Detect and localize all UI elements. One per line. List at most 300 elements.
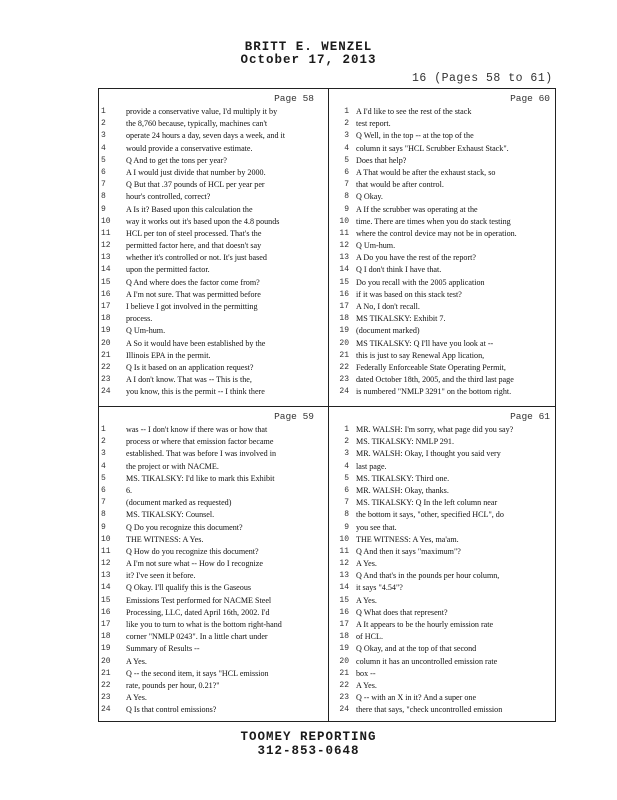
transcript-line (329, 325, 558, 337)
line-text: Q And where does the factor come from? (126, 277, 260, 287)
line-number: 11 (339, 228, 349, 238)
line-number: 21 (101, 668, 111, 678)
line-number: 13 (101, 571, 111, 581)
line-number: 5 (101, 155, 106, 165)
transcript-line (329, 130, 558, 142)
line-text: A Yes. (356, 595, 377, 605)
transcript-page-60 (329, 89, 558, 406)
transcript-line (99, 143, 328, 155)
line-number: 3 (344, 449, 349, 459)
transcript-line (329, 191, 558, 203)
line-text: A I'd like to see the rest of the stack (356, 107, 472, 116)
transcript-line (99, 570, 328, 582)
line-number: 15 (101, 595, 111, 605)
transcript-line (99, 313, 328, 325)
line-number: 15 (339, 277, 349, 287)
line-number: 10 (101, 216, 111, 226)
line-text: it says "4.54"? (356, 583, 403, 593)
transcript-line (329, 167, 558, 179)
line-number: 3 (101, 449, 106, 459)
line-text: A Yes. (356, 559, 377, 569)
transcript-line (99, 704, 328, 716)
line-number: 5 (344, 473, 349, 483)
transcript-line (99, 668, 328, 680)
transcript-line (99, 558, 328, 570)
page-lines (329, 424, 558, 717)
line-number: 11 (101, 546, 111, 556)
transcript-line (329, 155, 558, 167)
line-text: provide a conservative value, I'd multiply it by (126, 107, 278, 116)
line-text: the 8,760 because, typically, machines can't (126, 119, 268, 129)
line-number: 20 (339, 656, 349, 666)
line-number: 1 (101, 107, 106, 116)
transcript-line (99, 485, 328, 497)
line-text: (document marked as requested) (126, 498, 232, 508)
line-text: A Yes. (126, 656, 147, 666)
line-number: 24 (101, 387, 111, 397)
transcript-line (329, 522, 558, 534)
line-text: Summary of Results -- (126, 644, 200, 654)
line-number: 16 (101, 607, 111, 617)
transcript-line (329, 631, 558, 643)
transcript-line (99, 350, 328, 362)
transcript-line (329, 546, 558, 558)
line-number: 11 (339, 546, 349, 556)
transcript-line (99, 595, 328, 607)
transcript-line (99, 436, 328, 448)
line-number: 7 (344, 180, 349, 190)
line-text: this is just to say Renewal App lication, (356, 350, 485, 360)
transcript-line (99, 264, 328, 276)
transcript-line (99, 167, 328, 179)
line-number: 23 (339, 375, 349, 385)
line-number: 14 (339, 265, 349, 275)
line-number: 3 (344, 131, 349, 141)
line-number: 10 (339, 216, 349, 226)
line-text: MS. TIKALSKY: Counsel. (126, 510, 215, 520)
transcript-line (329, 473, 558, 485)
line-text: Q How do you recognize this document? (126, 546, 259, 556)
line-number: 7 (101, 498, 106, 508)
transcript-line (99, 118, 328, 130)
transcript-line (329, 118, 558, 130)
line-text: A I'm not sure what -- How do I recognize (126, 559, 263, 569)
line-number: 10 (101, 534, 111, 544)
transcript-page-61 (329, 407, 558, 724)
line-text: 6. (126, 485, 133, 495)
line-text: hour's controlled, correct? (126, 192, 211, 202)
line-text: Q Okay. (356, 192, 383, 202)
page-label: Page 61 (510, 411, 550, 422)
line-text: permitted factor here, and that doesn't say (126, 241, 262, 251)
line-text: it? I've seen it before. (126, 571, 196, 581)
transcript-page-58 (99, 89, 328, 406)
line-text: A I would just divide that number by 2000. (126, 167, 266, 177)
line-number: 20 (101, 338, 111, 348)
line-number: 20 (339, 338, 349, 348)
line-number: 18 (101, 314, 111, 324)
line-number: 19 (339, 644, 349, 654)
line-number: 5 (101, 473, 106, 483)
line-number: 23 (101, 375, 111, 385)
line-text: dated October 18th, 2005, and the third last page (356, 375, 514, 385)
line-number: 6 (101, 167, 106, 177)
transcript-line (99, 252, 328, 264)
transcript-line (99, 216, 328, 228)
line-number: 18 (339, 314, 349, 324)
transcript-line (99, 546, 328, 558)
transcript-line (99, 656, 328, 668)
line-number: 24 (101, 705, 111, 715)
line-number: 8 (344, 192, 349, 202)
transcript-line (99, 631, 328, 643)
transcript-line (99, 448, 328, 460)
line-text: there that says, "check uncontrolled emission (356, 705, 503, 715)
line-text: established. That was before I was involved in (126, 449, 276, 459)
page-lines (99, 424, 328, 717)
transcript-line (329, 704, 558, 716)
line-number: 9 (101, 522, 106, 532)
line-number: 17 (339, 302, 349, 311)
transcript-line (329, 374, 558, 386)
line-number: 4 (101, 143, 106, 153)
line-text: operate 24 hours a day, seven days a week, and it (126, 131, 286, 141)
line-text: MR. WALSH: Okay, I thought you said very (356, 449, 501, 459)
line-text: Q Is it based on an application request? (126, 362, 254, 372)
line-number: 17 (339, 620, 349, 629)
transcript-line (99, 692, 328, 704)
line-text: process or where that emission factor became (126, 437, 274, 447)
transcript-line (329, 570, 558, 582)
line-text: process. (126, 314, 153, 324)
transcript-line (99, 106, 328, 118)
pages-range: 16 (Pages 58 to 61) (412, 72, 553, 85)
line-text: like you to turn to what is the bottom right-hand (126, 620, 282, 629)
line-number: 21 (339, 350, 349, 360)
transcript-line (329, 277, 558, 289)
line-text: upon the permitted factor. (126, 265, 210, 275)
line-number: 1 (101, 425, 106, 434)
reporter-name: TOOMEY REPORTING (240, 730, 377, 744)
line-text: I believe I got involved in the permitting (126, 302, 258, 311)
transcript-line (329, 179, 558, 191)
line-number: 11 (101, 228, 111, 238)
transcript-line (99, 534, 328, 546)
line-text: was -- I don't know if there was or how that (126, 425, 268, 434)
deponent-name: BRITT E. WENZEL (244, 40, 373, 54)
line-text: A Yes. (356, 680, 377, 690)
transcript-line (99, 289, 328, 301)
line-number: 12 (339, 559, 349, 569)
line-number: 13 (339, 253, 349, 263)
line-number: 17 (101, 620, 111, 629)
transcript-line (99, 680, 328, 692)
transcript-line (329, 424, 558, 436)
line-number: 22 (339, 680, 349, 690)
line-text: last page. (356, 461, 387, 471)
line-text: the project or with NACME. (126, 461, 219, 471)
transcript-line (99, 338, 328, 350)
line-number: 8 (344, 510, 349, 520)
line-number: 8 (101, 192, 106, 202)
line-number: 5 (344, 155, 349, 165)
line-text: MS TIKALSKY: Q I'll have you look at -- (356, 338, 494, 348)
line-number: 9 (344, 204, 349, 214)
line-number: 6 (344, 485, 349, 495)
transcript-line (99, 179, 328, 191)
line-number: 24 (339, 705, 349, 715)
line-text: A It appears to be the hourly emission rate (356, 620, 494, 629)
line-text: MR. WALSH: I'm sorry, what page did you say? (356, 425, 514, 434)
transcript-line (329, 313, 558, 325)
line-text: Q Is that control emissions? (126, 705, 217, 715)
line-text: Does that help? (356, 155, 407, 165)
line-number: 2 (101, 437, 106, 447)
transcript-line (329, 240, 558, 252)
line-text: Emissions Test performed for NACME Steel (126, 595, 272, 605)
line-text: A So it would have been established by the (126, 338, 266, 348)
line-text: test report. (356, 119, 391, 129)
line-text: Q -- with an X in it? And a super one (356, 693, 477, 703)
page-label: Page 59 (274, 411, 314, 422)
line-text: Q -- the second item, it says "HCL emission (126, 668, 269, 678)
transcript-line (99, 497, 328, 509)
line-number: 14 (101, 583, 111, 593)
line-text: Q What does that represent? (356, 607, 448, 617)
transcript-line (99, 240, 328, 252)
line-text: Illinois EPA in the permit. (126, 350, 211, 360)
line-text: MS. TIKALSKY: Third one. (356, 473, 450, 483)
line-number: 22 (339, 362, 349, 372)
line-text: you see that. (356, 522, 397, 532)
transcript-line (329, 143, 558, 155)
transcript-line (99, 386, 328, 398)
transcript-line (99, 619, 328, 631)
line-text: A If the scrubber was operating at the (356, 204, 478, 214)
line-number: 12 (101, 559, 111, 569)
line-text: HCL per ton of steel processed. That's the (126, 228, 262, 238)
line-number: 15 (101, 277, 111, 287)
line-number: 14 (101, 265, 111, 275)
page-label: Page 58 (274, 93, 314, 104)
line-text: Q Um-hum. (126, 326, 166, 336)
transcript-line (329, 485, 558, 497)
line-text: corner "NMLP 0243". In a little chart under (126, 632, 268, 642)
transcript-line (329, 582, 558, 594)
line-number: 3 (101, 131, 106, 141)
transcript-line (329, 106, 558, 118)
transcript-line (329, 448, 558, 460)
line-text: if it was based on this stack test? (356, 289, 462, 299)
page-lines (99, 106, 328, 399)
line-number: 15 (339, 595, 349, 605)
transcript-line (99, 155, 328, 167)
line-text: Q Um-hum. (356, 241, 396, 251)
transcript-line (99, 191, 328, 203)
deposition-date: October 17, 2013 (240, 53, 377, 67)
transcript-line (99, 130, 328, 142)
transcript-line (99, 424, 328, 436)
line-text: Do you recall with the 2005 application (356, 277, 485, 287)
transcript-line (329, 692, 558, 704)
line-text: where the control device may not be in operation. (356, 228, 517, 238)
line-text: is numbered "NMLP 3291" on the bottom right. (356, 387, 512, 397)
line-text: whether it's controlled or not. It's just based (126, 253, 267, 263)
line-number: 18 (101, 632, 111, 642)
line-text: column it says "HCL Scrubber Exhaust Stack". (356, 143, 509, 153)
transcript-line (329, 656, 558, 668)
transcript-line (99, 362, 328, 374)
line-number: 4 (344, 461, 349, 471)
line-text: Processing, LLC, dated April 16th, 2002. I'd (126, 607, 270, 617)
line-number: 2 (344, 437, 349, 447)
transcript-line (99, 301, 328, 313)
line-text: would provide a conservative estimate. (126, 143, 253, 153)
line-number: 9 (101, 204, 106, 214)
transcript-line (99, 607, 328, 619)
transcript-line (329, 558, 558, 570)
transcript-grid (98, 88, 556, 722)
line-number: 6 (101, 485, 106, 495)
line-text: way it works out it's based upon the 4.8 pounds (126, 216, 280, 226)
line-number: 19 (101, 644, 111, 654)
transcript-line (329, 497, 558, 509)
line-number: 4 (344, 143, 349, 153)
transcript-line (329, 350, 558, 362)
line-text: A I don't know. That was -- This is the, (126, 375, 252, 385)
line-number: 7 (101, 180, 106, 190)
line-number: 13 (339, 571, 349, 581)
transcript-line (329, 216, 558, 228)
transcript-line (99, 228, 328, 240)
line-text: Q Okay, and at the top of that second (356, 644, 477, 654)
line-number: 1 (344, 425, 349, 434)
transcript-line (329, 534, 558, 546)
line-text: A Do you have the rest of the report? (356, 253, 477, 263)
line-text: A Is it? Based upon this calculation the (126, 204, 253, 214)
transcript-line (329, 680, 558, 692)
line-text: rate, pounds per hour, 0.21?" (126, 680, 220, 690)
transcript-line (99, 277, 328, 289)
line-number: 21 (101, 350, 111, 360)
transcript-line (329, 228, 558, 240)
reporter-phone: 312-853-0648 (257, 744, 360, 758)
line-text: A I'm not sure. That was permitted before (126, 289, 261, 299)
line-number: 19 (101, 326, 111, 336)
transcript-line (329, 668, 558, 680)
transcript-line (329, 607, 558, 619)
line-number: 23 (339, 693, 349, 703)
transcript-line (329, 619, 558, 631)
line-text: THE WITNESS: A Yes. (126, 534, 204, 544)
transcript-line (99, 509, 328, 521)
transcript-line (329, 386, 558, 398)
line-text: MS. TIKALSKY: I'd like to mark this Exhibit (126, 473, 275, 483)
line-number: 10 (339, 534, 349, 544)
line-number: 13 (101, 253, 111, 263)
line-number: 16 (101, 289, 111, 299)
transcript-page-59 (99, 407, 328, 724)
line-number: 19 (339, 326, 349, 336)
line-text: that would be after control. (356, 180, 444, 190)
line-number: 2 (344, 119, 349, 129)
line-text: Q Do you recognize this document? (126, 522, 243, 532)
transcript-line (329, 461, 558, 473)
transcript-line (329, 338, 558, 350)
line-text: Q And that's in the pounds per hour column, (356, 571, 500, 581)
line-text: you know, this is the permit -- I think there (126, 387, 265, 397)
transcript-line (99, 643, 328, 655)
transcript-line (99, 473, 328, 485)
line-text: A No, I don't recall. (356, 302, 420, 311)
line-number: 12 (101, 241, 111, 251)
line-number: 16 (339, 289, 349, 299)
line-text: MR. WALSH: Okay, thanks. (356, 485, 449, 495)
transcript-line (99, 204, 328, 216)
transcript-line (99, 461, 328, 473)
line-text: THE WITNESS: A Yes, ma'am. (356, 534, 459, 544)
transcript-line (329, 301, 558, 313)
line-number: 8 (101, 510, 106, 520)
transcript-line (329, 595, 558, 607)
transcript-line (329, 204, 558, 216)
line-text: Q Well, in the top -- at the top of the (356, 131, 474, 141)
transcript-line (99, 374, 328, 386)
line-number: 24 (339, 387, 349, 397)
line-text: A That would be after the exhaust stack, so (356, 167, 496, 177)
transcript-line (329, 643, 558, 655)
line-number: 1 (344, 107, 349, 116)
transcript-line (329, 509, 558, 521)
transcript-line (329, 362, 558, 374)
line-text: the bottom it says, "other, specified HCL", do (356, 510, 504, 520)
page-label: Page 60 (510, 93, 550, 104)
line-text: column it has an uncontrolled emission rate (356, 656, 498, 666)
line-text: MS TIKALSKY: Exhibit 7. (356, 314, 446, 324)
transcript-line (99, 522, 328, 534)
line-text: Q I don't think I have that. (356, 265, 442, 275)
line-number: 20 (101, 656, 111, 666)
line-text: Q And then it says "maximum"? (356, 546, 461, 556)
page-lines (329, 106, 558, 399)
line-text: (document marked) (356, 326, 420, 336)
line-text: Federally Enforceable State Operating Permit, (356, 362, 506, 372)
transcript-line (99, 582, 328, 594)
line-number: 17 (101, 302, 111, 311)
transcript-line (329, 264, 558, 276)
line-text: of HCL. (356, 632, 383, 642)
transcript-line (329, 289, 558, 301)
line-text: Q And to get the tons per year? (126, 155, 227, 165)
line-text: Q Okay. I'll qualify this is the Gaseous (126, 583, 252, 593)
line-number: 9 (344, 522, 349, 532)
transcript-line (329, 252, 558, 264)
transcript-line (99, 325, 328, 337)
line-number: 21 (339, 668, 349, 678)
line-number: 22 (101, 680, 111, 690)
line-number: 4 (101, 461, 106, 471)
line-number: 2 (101, 119, 106, 129)
line-number: 16 (339, 607, 349, 617)
line-text: Q But that .37 pounds of HCL per year per (126, 180, 265, 190)
line-text: A Yes. (126, 693, 147, 703)
line-text: MS. TIKALSKY: NMLP 291. (356, 437, 454, 447)
line-text: box -- (356, 668, 376, 678)
line-number: 22 (101, 362, 111, 372)
line-number: 7 (344, 498, 349, 508)
line-number: 6 (344, 167, 349, 177)
line-number: 14 (339, 583, 349, 593)
